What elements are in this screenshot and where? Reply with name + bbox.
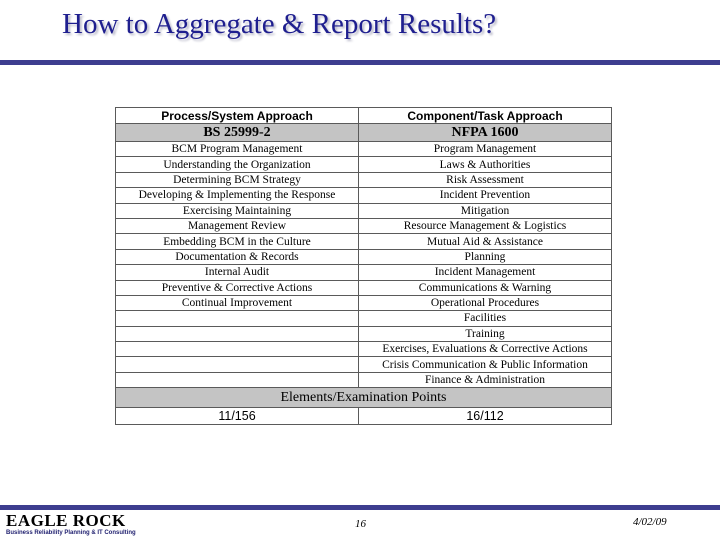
bs25999-element xyxy=(116,311,359,326)
standard-nfpa1600: NFPA 1600 xyxy=(359,124,612,142)
company-logo xyxy=(6,511,146,539)
nfpa1600-element: Program Management xyxy=(359,142,612,157)
nfpa1600-element: Communications & Warning xyxy=(359,280,612,295)
top-divider xyxy=(0,60,720,65)
table-row xyxy=(116,265,612,280)
table-row xyxy=(116,203,612,218)
table-row xyxy=(116,234,612,249)
comparison-table xyxy=(115,107,612,425)
nfpa1600-element: Facilities xyxy=(359,311,612,326)
bs25999-element: Determining BCM Strategy xyxy=(116,172,359,187)
nfpa1600-element: Operational Procedures xyxy=(359,295,612,310)
bs25999-element: Embedding BCM in the Culture xyxy=(116,234,359,249)
bottom-divider xyxy=(0,505,720,510)
bs25999-element: BCM Program Management xyxy=(116,142,359,157)
bs25999-element xyxy=(116,372,359,387)
nfpa1600-element: Risk Assessment xyxy=(359,172,612,187)
bs25999-element xyxy=(116,326,359,341)
table-row xyxy=(116,142,612,157)
bs25999-element: Exercising Maintaining xyxy=(116,203,359,218)
table-row xyxy=(116,342,612,357)
bs25999-element: Developing & Implementing the Response xyxy=(116,188,359,203)
nfpa1600-element: Incident Management xyxy=(359,265,612,280)
page-number: 16 xyxy=(355,518,366,530)
bs25999-element: Management Review xyxy=(116,218,359,233)
count-bs25999: 11/156 xyxy=(116,408,359,425)
table-row xyxy=(116,172,612,187)
table-row xyxy=(116,249,612,264)
slide-date: 4/02/09 xyxy=(633,516,667,528)
bs25999-element: Understanding the Organization xyxy=(116,157,359,172)
bs25999-element: Documentation & Records xyxy=(116,249,359,264)
nfpa1600-element: Mitigation xyxy=(359,203,612,218)
nfpa1600-element: Incident Prevention xyxy=(359,188,612,203)
table-row xyxy=(116,357,612,372)
nfpa1600-element: Mutual Aid & Assistance xyxy=(359,234,612,249)
logo-wordmark: EAGLE ROCK xyxy=(6,511,126,530)
table-row xyxy=(116,311,612,326)
table-row xyxy=(116,157,612,172)
approach-header-row xyxy=(116,108,612,124)
section-row xyxy=(116,388,612,408)
count-nfpa1600: 16/112 xyxy=(359,408,612,425)
logo-tagline: Business Reliability Planning & IT Consulting xyxy=(6,530,136,536)
nfpa1600-element: Resource Management & Logistics xyxy=(359,218,612,233)
table-row xyxy=(116,295,612,310)
bs25999-element: Continual Improvement xyxy=(116,295,359,310)
standard-row xyxy=(116,124,612,142)
bs25999-element xyxy=(116,357,359,372)
header-component-approach: Component/Task Approach xyxy=(359,108,612,124)
slide-title: How to Aggregate & Report Results? xyxy=(62,8,497,40)
nfpa1600-element: Laws & Authorities xyxy=(359,157,612,172)
nfpa1600-element: Crisis Communication & Public Information xyxy=(359,357,612,372)
nfpa1600-element: Training xyxy=(359,326,612,341)
header-process-approach: Process/System Approach xyxy=(116,108,359,124)
nfpa1600-element: Planning xyxy=(359,249,612,264)
bs25999-element: Preventive & Corrective Actions xyxy=(116,280,359,295)
section-elements-label: Elements/Examination Points xyxy=(116,388,612,408)
bs25999-element xyxy=(116,342,359,357)
table-row xyxy=(116,218,612,233)
table-row xyxy=(116,188,612,203)
nfpa1600-element: Finance & Administration xyxy=(359,372,612,387)
bs25999-element: Internal Audit xyxy=(116,265,359,280)
table-row xyxy=(116,280,612,295)
table-row xyxy=(116,372,612,387)
standard-bs25999: BS 25999-2 xyxy=(116,124,359,142)
count-row xyxy=(116,408,612,425)
nfpa1600-element: Exercises, Evaluations & Corrective Actions xyxy=(359,342,612,357)
table-row xyxy=(116,326,612,341)
